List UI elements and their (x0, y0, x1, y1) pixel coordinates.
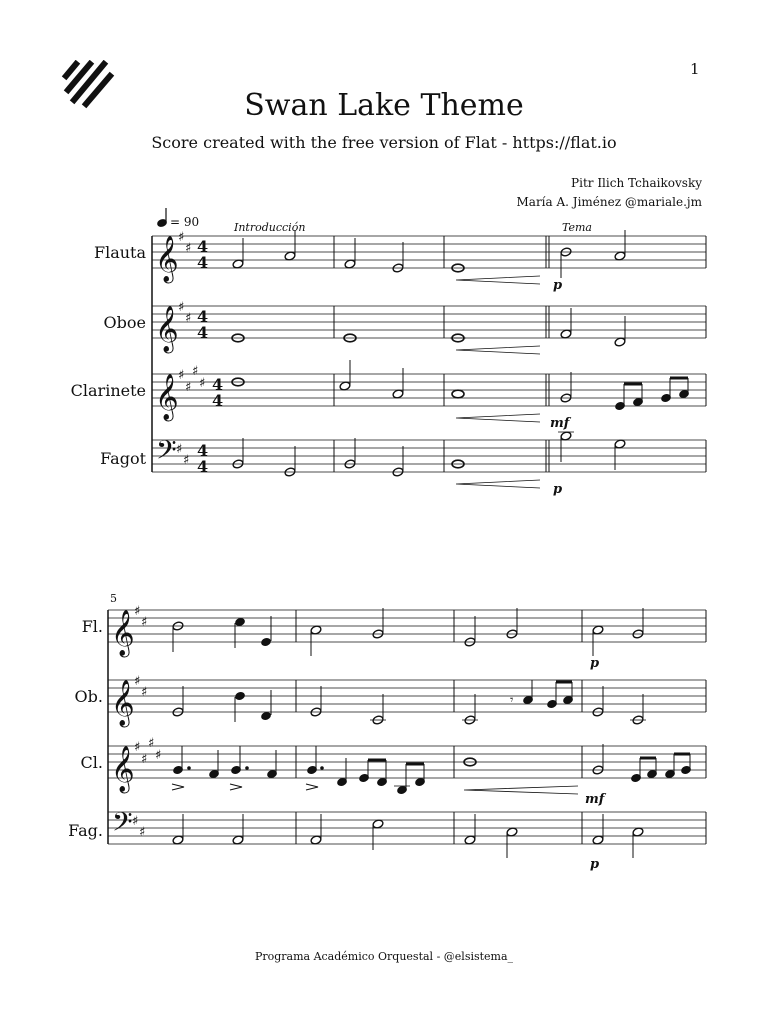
staff-cl (108, 746, 706, 778)
instrument-label: Clarinete (70, 381, 146, 400)
svg-text:♯: ♯ (178, 230, 185, 245)
dynamic-mark: p (590, 656, 600, 671)
svg-text:4: 4 (197, 237, 209, 256)
svg-text:♯: ♯ (192, 364, 199, 379)
page-number: 1 (690, 60, 700, 78)
svg-text:♯: ♯ (155, 748, 162, 763)
instrument-label: Flauta (93, 243, 146, 262)
svg-text:♯: ♯ (139, 825, 146, 840)
notes-fagot (232, 431, 626, 488)
tempo-text: = 90 (170, 215, 200, 229)
svg-text:♯: ♯ (176, 442, 183, 457)
instrument-label: Ob. (74, 687, 103, 706)
svg-text:♯: ♯ (148, 736, 155, 751)
staff-ob (108, 680, 706, 712)
svg-text:4: 4 (212, 391, 224, 410)
svg-text:♯: ♯ (185, 311, 192, 326)
dynamic-mark: p (553, 278, 563, 293)
svg-text:♯: ♯ (134, 604, 141, 619)
svg-text:4: 4 (197, 307, 209, 326)
svg-text:♯: ♯ (134, 674, 141, 689)
barlines-system-1 (334, 236, 706, 472)
svg-text:4: 4 (197, 323, 209, 342)
score-subtitle: Score created with the free version of Flat - https://flat.io (151, 133, 617, 152)
svg-text:♯: ♯ (185, 241, 192, 256)
notes-oboe (232, 308, 626, 354)
notes-flauta (232, 230, 626, 284)
notes-fl (172, 608, 644, 656)
instrument-label: Cl. (80, 753, 103, 772)
svg-text:♯: ♯ (178, 300, 185, 315)
composer: Pitr Ilich Tchaikovsky (571, 176, 702, 190)
svg-text:♯: ♯ (199, 376, 206, 391)
notes-cl (172, 744, 691, 795)
instrument-label: Fag. (68, 821, 103, 840)
svg-text:♯: ♯ (183, 453, 190, 468)
section-theme: Tema (562, 221, 592, 234)
instrument-label: Oboe (103, 313, 146, 332)
svg-text:4: 4 (212, 375, 224, 394)
treble-clef-icon: 𝄞 (111, 610, 135, 656)
instrument-label: Fagot (100, 449, 146, 468)
svg-text:♯: ♯ (141, 752, 148, 767)
notes-ob (172, 680, 646, 725)
section-intro: Introducción (234, 221, 306, 234)
staff-fag (108, 812, 706, 844)
tempo-mark (157, 208, 168, 228)
dynamic-mark: mf (550, 416, 570, 431)
key-signatures-2 (132, 604, 161, 840)
staff-oboe (152, 306, 706, 338)
dynamic-mark: p (553, 482, 563, 497)
treble-clef-icon: 𝄞 (155, 306, 179, 352)
svg-text:♯: ♯ (185, 380, 192, 395)
accent-marks (172, 784, 318, 790)
notes-clarinete (232, 360, 689, 422)
svg-text:4: 4 (197, 457, 209, 476)
bass-clef-icon: 𝄢 (112, 806, 133, 844)
svg-text:♯: ♯ (134, 740, 141, 755)
svg-text:♯: ♯ (141, 615, 148, 630)
bass-clef-icon: 𝄢 (156, 434, 177, 472)
svg-text:♯: ♯ (141, 685, 148, 700)
system-1 (152, 208, 706, 488)
staff-fl (108, 610, 706, 642)
svg-text:𝄾: 𝄾 (510, 693, 514, 708)
treble-clef-icon: 𝄞 (111, 746, 135, 792)
svg-text:4: 4 (197, 253, 209, 272)
treble-clef-icon: 𝄞 (111, 680, 135, 726)
system-2 (108, 592, 706, 858)
measure-number: 5 (110, 592, 117, 605)
instrument-label: Fl. (81, 617, 103, 636)
page-footer: Programa Académico Orquestal - @elsistema_ (254, 950, 514, 963)
treble-clef-icon: 𝄞 (155, 236, 179, 282)
arranger: María A. Jiménez @mariale.jm (516, 195, 702, 209)
barlines-system-2 (296, 610, 706, 844)
svg-text:4: 4 (197, 441, 209, 460)
treble-clef-icon: 𝄞 (155, 374, 179, 420)
svg-text:♯: ♯ (132, 814, 139, 829)
svg-text:♯: ♯ (178, 368, 185, 383)
dynamic-mark: mf (585, 792, 605, 807)
score-title: Swan Lake Theme (244, 88, 524, 123)
dynamic-mark: p (590, 857, 600, 872)
